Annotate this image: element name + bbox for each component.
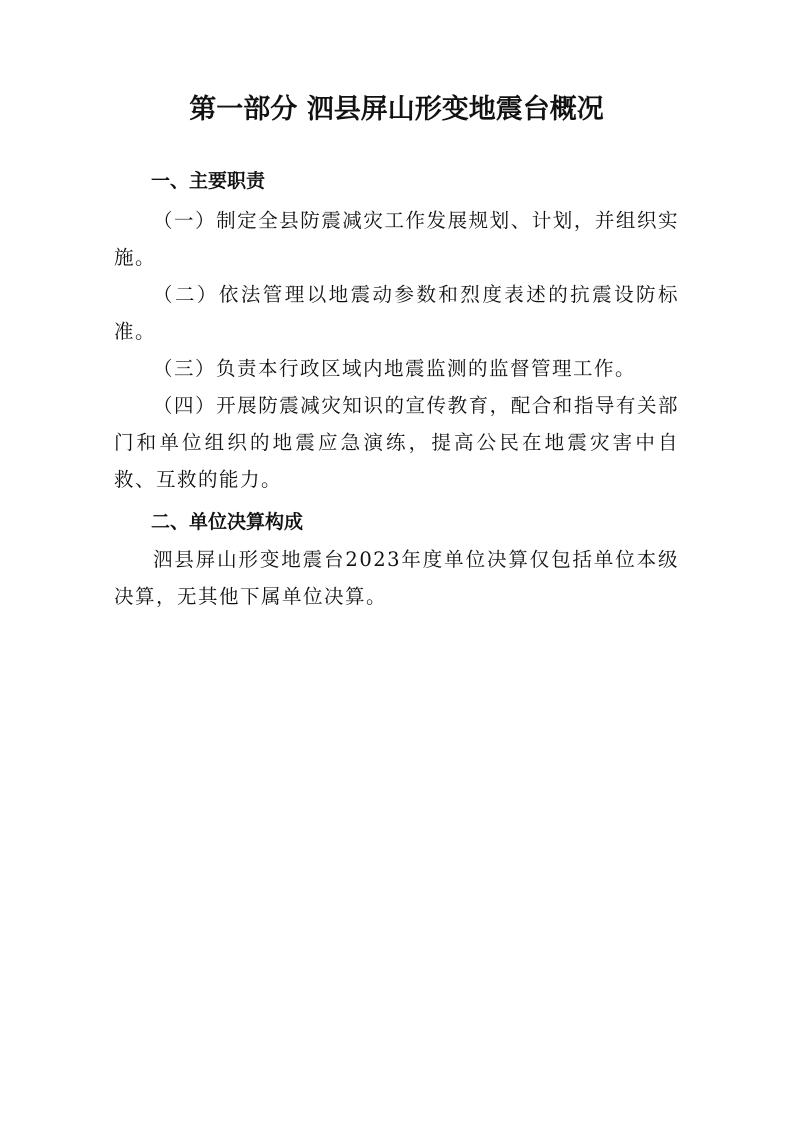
duty-paragraph-2: （二）依法管理以地震动参数和烈度表述的抗震设防标准。 [114, 283, 679, 343]
duty-paragraph-3: （三）负责本行政区域内地震监测的监督管理工作。 [153, 357, 637, 380]
budget-composition-paragraph: 泗县屏山形变地震台2023年度单位决算仅包括单位本级决算，无其他下属单位决算。 [114, 548, 679, 608]
duty-paragraph-4: （四）开展防震减灾知识的宣传教育，配合和指导有关部门和单位组织的地震应急演练，提高公民在地震灾害中自救、互救的能力。 [114, 394, 679, 491]
page-title: 第一部分 泗县屏山形变地震台概况 [189, 94, 604, 125]
section-heading-budget-composition: 二、单位决算构成 [151, 511, 304, 533]
duty-paragraph-1: （一）制定全县防震减灾工作发展规划、计划，并组织实施。 [114, 209, 679, 269]
section-heading-main-duties: 一、主要职责 [151, 170, 266, 192]
